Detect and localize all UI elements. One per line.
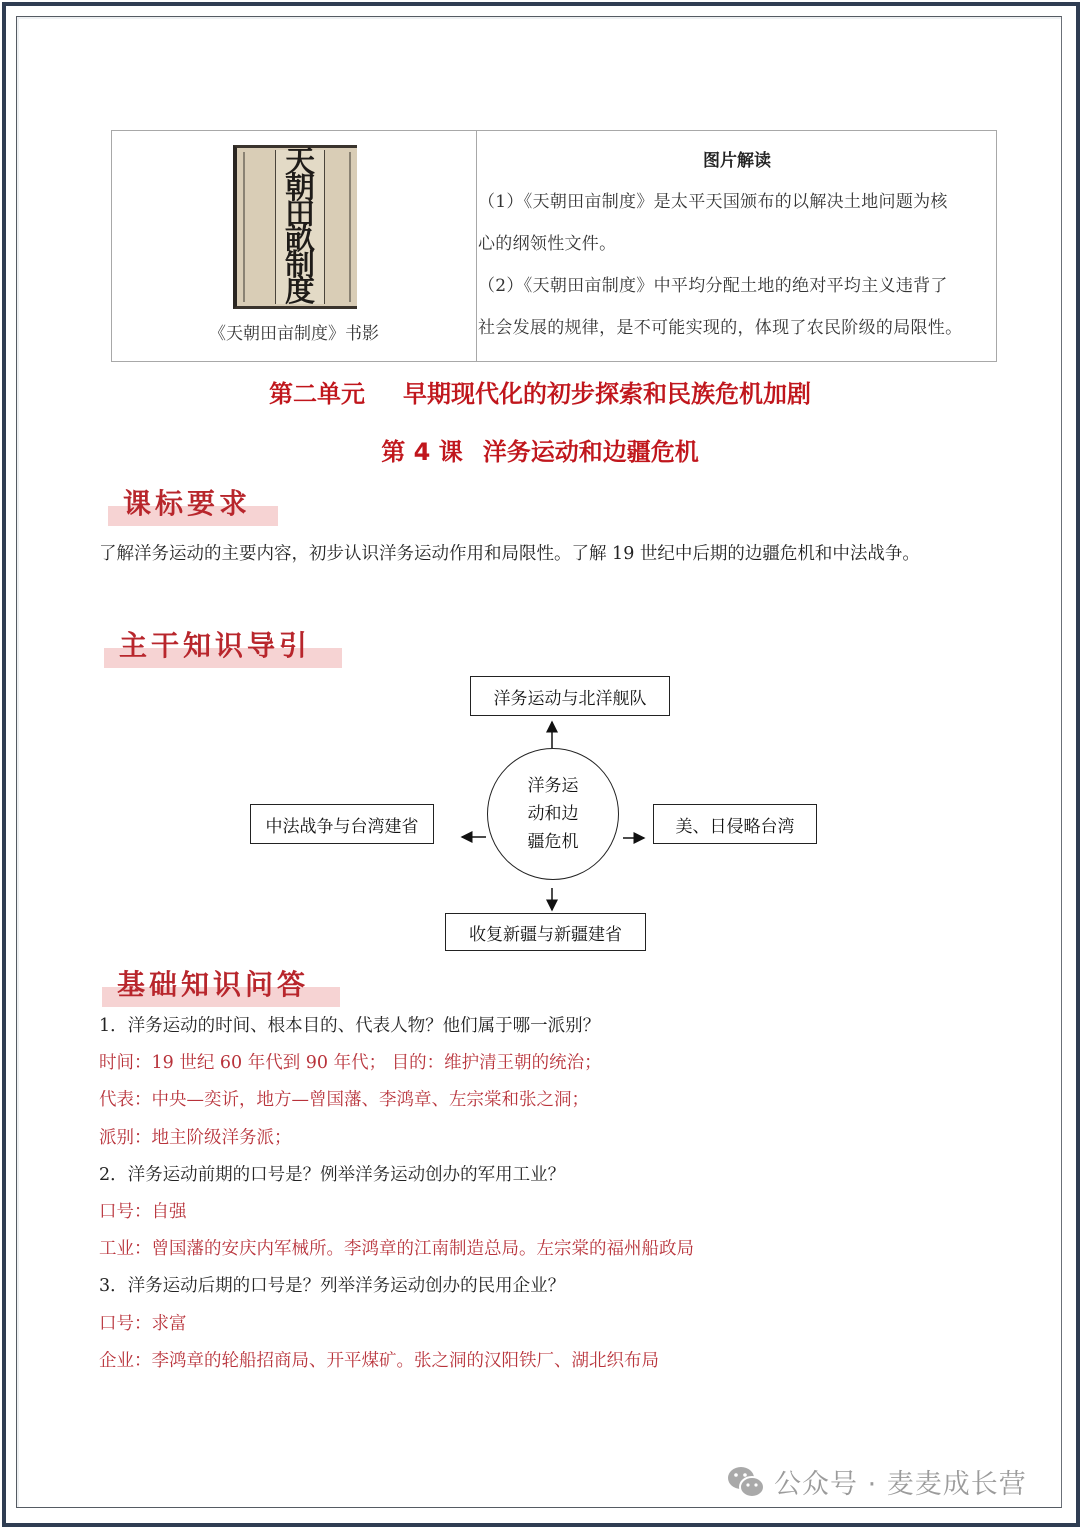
section-heading-text: 主干知识导引 — [119, 629, 312, 662]
image-caption: 《天朝田亩制度》书影 — [209, 324, 379, 344]
lesson-title — [0, 432, 1080, 467]
interpretation-line: （2）《天朝田亩制度》中平均分配土地的绝对平均主义违背了 — [478, 276, 948, 296]
center-line: 疆危机 — [527, 832, 579, 852]
book-cover-image — [233, 145, 357, 309]
answer-line: 派别：地主阶级洋务派； — [99, 1127, 292, 1148]
answer-line: 口号：求富 — [99, 1313, 187, 1334]
curriculum-text: 了解洋务运动的主要内容，初步认识洋务运动作用和局限性。了解 19 世纪中后期的边疆危机和中法战争。 — [99, 544, 920, 564]
picture-cell — [112, 131, 477, 361]
interpretation-title: 图片解读 — [703, 151, 771, 171]
section-heading-qa — [102, 963, 340, 1007]
unit-label: 第二单元 — [269, 380, 365, 408]
diagram-box-top: 洋务运动与北洋舰队 — [470, 676, 670, 716]
answer-line: 工业：曾国藩的安庆内军械所。李鸿章的江南制造总局。左宗棠的福州船政局 — [99, 1239, 694, 1260]
question-line: 2．洋务运动前期的口号是？例举洋务运动创办的军用工业？ — [99, 1164, 566, 1185]
unit-name: 早期现代化的初步探索和民族危机加剧 — [403, 380, 811, 408]
question-line: 3．洋务运动后期的口号是？列举洋务运动创办的民用企业？ — [99, 1276, 566, 1297]
unit-title — [0, 374, 1080, 409]
interpretation-line: （1）《天朝田亩制度》是太平天国颁布的以解决土地问题为核 — [478, 192, 948, 212]
book-title-column — [275, 145, 325, 309]
diagram-center-circle — [487, 748, 619, 880]
answer-line: 时间：19 世纪 60 年代到 90 年代； 目的：维护清王朝的统治； — [99, 1053, 602, 1074]
lesson-label: 第 4 课 — [381, 438, 463, 466]
answer-line: 口号：自强 — [99, 1201, 187, 1222]
knowledge-diagram — [240, 670, 840, 960]
watermark — [726, 1462, 1027, 1501]
wechat-icon — [726, 1465, 766, 1499]
book-char: 朝 — [285, 170, 315, 206]
answer-line: 企业：李鸿章的轮船招商局、开平煤矿。张之洞的汉阳铁厂、湖北织布局 — [99, 1350, 659, 1371]
lesson-name: 洋务运动和边疆危机 — [482, 438, 699, 466]
watermark-text: 公众号 · 麦麦成长营 — [774, 1469, 1027, 1500]
section-heading-curriculum — [108, 482, 278, 526]
section-heading-text: 课标要求 — [123, 487, 252, 520]
answer-line: 代表：中央—奕䜣，地方—曾国藩、李鸿章、左宗棠和张之洞； — [99, 1090, 589, 1111]
interpretation-cell — [477, 131, 996, 361]
book-border-rule — [243, 152, 245, 302]
book-char: 田 — [285, 196, 315, 232]
book-char: 天 — [285, 145, 315, 181]
book-char: 畝 — [285, 222, 315, 258]
qa-list — [99, 1012, 999, 1384]
diagram-box-left: 中法战争与台湾建省 — [250, 804, 434, 844]
center-line: 动和边 — [527, 804, 579, 824]
book-char: 度 — [285, 273, 315, 309]
picture-table — [111, 130, 997, 362]
interpretation-line: 社会发展的规律，是不可能实现的，体现了农民阶级的局限性。 — [478, 318, 963, 338]
book-char: 制 — [285, 247, 315, 283]
diagram-box-right: 美、日侵略台湾 — [653, 804, 817, 844]
question-line: 1．洋务运动的时间、根本目的、代表人物？他们属于哪一派别？ — [99, 1016, 601, 1036]
section-heading-text: 基础知识问答 — [117, 968, 310, 1001]
book-border-rule — [349, 152, 351, 302]
interpretation-line: 心的纲领性文件。 — [478, 234, 617, 254]
center-line: 洋务运 — [527, 776, 579, 796]
section-heading-guide — [104, 624, 342, 668]
diagram-box-bottom: 收复新疆与新疆建省 — [445, 913, 646, 951]
